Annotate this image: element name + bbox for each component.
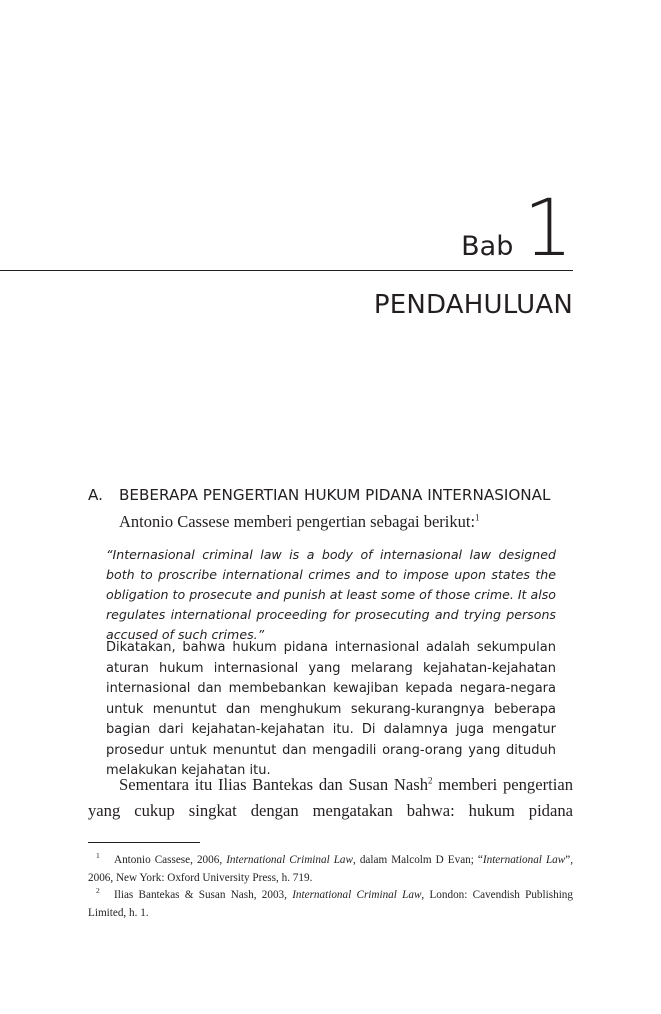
section-heading	[88, 486, 574, 504]
footnote-ref-2: 2	[428, 775, 433, 786]
section-title: BEBERAPA PENGERTIAN HUKUM PIDANA INTERNASIONAL	[119, 486, 551, 504]
chapter-label: Bab	[461, 231, 514, 262]
body-text-end: memberi pengertian yang cukup singkat dengan mengatakan bahwa: hukum pidana	[88, 775, 573, 820]
chapter-divider	[0, 270, 573, 271]
body-paragraph	[88, 772, 573, 824]
footnote-text: , London: Cavendish Publishing Limited, h. 1.	[88, 889, 573, 919]
intro-text: Antonio Cassese memberi pengertian sebagai berikut:	[119, 512, 476, 531]
footnote-italic: International Law	[482, 854, 566, 866]
chapter-heading	[461, 184, 573, 274]
body-text-start: Sementara itu Ilias Bantekas dan Susan Nash	[119, 775, 429, 794]
footnotes	[88, 852, 573, 922]
footnote-divider	[88, 842, 200, 843]
footnote-1: 1 Antonio Cassese, 2006, International Criminal Law, dalam Malcolm D Evan; “International Law”, 2006, New York: Oxford University Press, h. 719.	[88, 851, 573, 884]
footnote-text: Ilias Bantekas & Susan Nash, 2003,	[114, 889, 293, 901]
block-quote: “Internasional criminal law is a body of internasional law designed both to proscribe international crimes and to impose upon states the obligation to prosecute and punish at least some of those crime. It also regulates international proceeding for prosecuting and trying persons accused of such crimes.”	[106, 547, 556, 642]
footnote-italic: International Criminal Law	[226, 854, 353, 866]
footnote-2: 2 Ilias Bantekas & Susan Nash, 2003, International Criminal Law, London: Cavendish Publishing Limited, h. 1.	[88, 886, 573, 919]
footnote-italic: International Criminal Law	[292, 889, 422, 901]
intro-sentence	[119, 512, 480, 532]
footnote-text: ”, 2006, New York: Oxford University Press, h. 719.	[88, 854, 573, 884]
chapter-title: PENDAHULUAN	[373, 290, 573, 320]
section-letter: A.	[88, 486, 103, 504]
chapter-number: 1	[523, 184, 573, 274]
footnote-text: Antonio Cassese, 2006,	[114, 854, 227, 866]
footnote-ref-1: 1	[475, 512, 480, 523]
explanation-paragraph: Dikatakan, bahwa hukum pidana internasional adalah sekumpulan aturan hukum internasional yang melarang kejahatan-kejahatan internasional dan membebankan kewajiban kepada negara-negara untuk menuntut dan menghukum sekurang-kurangnya beberapa bagian dari kejahatan-kejahatan itu. Di dalamnya juga mengatur prosedur untuk menuntut dan mengadili orang-orang yang dituduh melakukan kejahatan itu.	[106, 640, 556, 778]
footnote-text: , dalam Malcolm D Evan; “	[353, 854, 483, 866]
